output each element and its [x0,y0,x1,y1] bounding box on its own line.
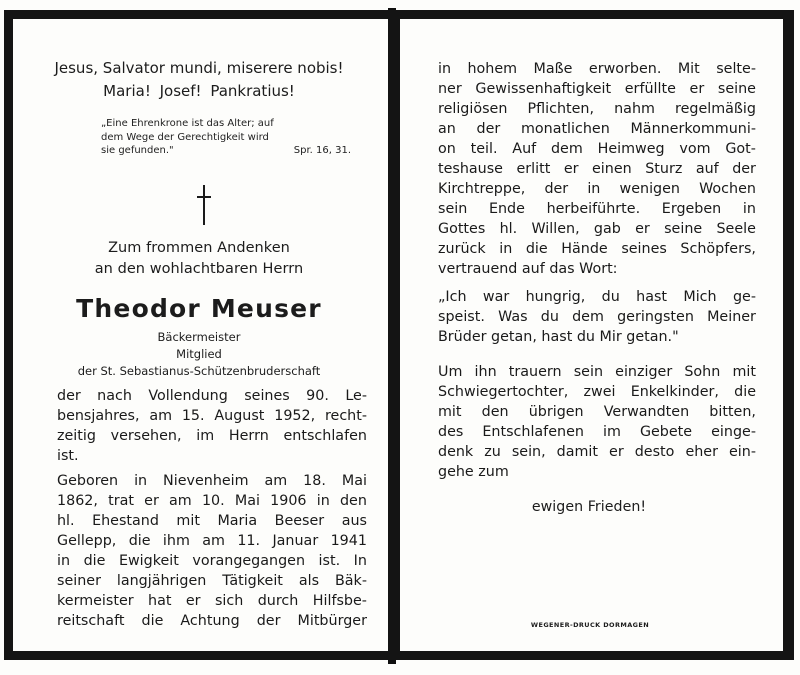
text-line: Geboren in Nievenheim am 18. Mai [57,473,367,489]
printer-imprint: WEGENER-DRUCK DORMAGEN [530,621,650,629]
text-line: hl. Ehestand mit Maria Beeser aus [57,513,367,529]
obituary-paragraph-2 [57,471,367,631]
text-line: mit den übrigen Verwandten bitten, [438,404,756,420]
right-page [392,10,794,660]
title-brotherhood: der St. Sebastianus-Schützenbruderschaft [77,364,321,378]
text-line: vertrauend auf das Wort: [438,261,618,277]
closing-line: ewigen Frieden! [531,499,647,515]
cross-icon [197,185,211,225]
deceased-name: Theodor Meuser [76,294,322,323]
title-member: Mitglied [176,347,222,361]
text-line: bensjahres, am 15. August 1952, recht- [57,408,367,424]
memorial-line-1: Zum frommen Andenken [108,240,290,256]
text-line: Gellepp, die ihm am 11. Januar 1941 [57,533,367,549]
text-line: seiner langjährigen Tätigkeit als Bäk- [57,573,367,589]
text-line: on teil. Auf dem Heimweg vom Got- [438,141,756,157]
quote-reference: Spr. 16, 31. [293,145,351,156]
quote-line-3: sie gefunden." Spr. 16, 31. [101,145,351,156]
text-line: gehe zum [438,464,509,480]
quote-line-1: „Eine Ehrenkrone ist das Alter; auf [101,118,274,129]
text-line: religiösen Pflichten, nahm regelmäßig [438,101,756,117]
epigraph-line-2: Maria! Josef! Pankratius! [103,82,295,100]
text-line: in hohem Maße erworben. Mit selte- [438,61,756,77]
text-line: Schwiegertochter, zwei Enkelkinder, die [438,384,756,400]
text-line: 1862, trat er am 10. Mai 1906 in den [57,493,367,509]
text-line: Brüder getan, hast du Mir getan." [438,329,679,345]
text-line: sein Ende herbeiführte. Ergeben in [438,201,756,217]
text-line: des Entschlafenen im Gebete einge- [438,424,756,440]
text-line: denk zu sein, damit er desto eher ein- [438,444,756,460]
text-line: an der monatlichen Männerkommuni- [438,121,756,137]
memorial-line-2: an den wohlachtbaren Herrn [94,261,304,277]
mourners-paragraph [438,362,756,482]
text-line: ner Gewissenhaftigkeit erfüllte er seine [438,81,756,97]
text-line: reitschaft die Achtung der Mitbürger [57,613,367,629]
bible-quote [101,117,351,158]
obituary-paragraph-3 [438,59,756,279]
title-baker: Bäckermeister [157,330,241,344]
left-page [4,10,394,660]
text-line: in die Ewigkeit vorangegangen ist. In [57,553,367,569]
text-line: zurück in die Hände seines Schöpfers, [438,241,756,257]
quote-line-2: dem Wege der Gerechtigkeit wird [101,131,269,143]
text-line: teshause erlitt er einen Sturz auf der [438,161,756,177]
epigraph-line-1: Jesus, Salvator mundi, miserere nobis! [54,59,344,77]
text-line: der nach Vollendung seines 90. Le- [57,388,367,404]
text-line: zeitig versehen, im Herrn entschlafen [57,428,367,444]
text-line: „Ich war hungrig, du hast Mich ge- [438,289,756,305]
scripture-quote [438,287,756,347]
text-line: Um ihn trauern sein einziger Sohn mit [438,364,756,380]
text-line: Gottes hl. Willen, gab er seine Seele [438,221,756,237]
obituary-paragraph-1 [57,386,367,466]
text-line: Kirchtreppe, der in wenigen Wochen [438,181,756,197]
text-line: speist. Was du dem geringsten Meiner [438,309,756,325]
text-line: ist. [57,448,79,464]
text-line: kermeister hat er sich durch Hilfsbe- [57,593,367,609]
